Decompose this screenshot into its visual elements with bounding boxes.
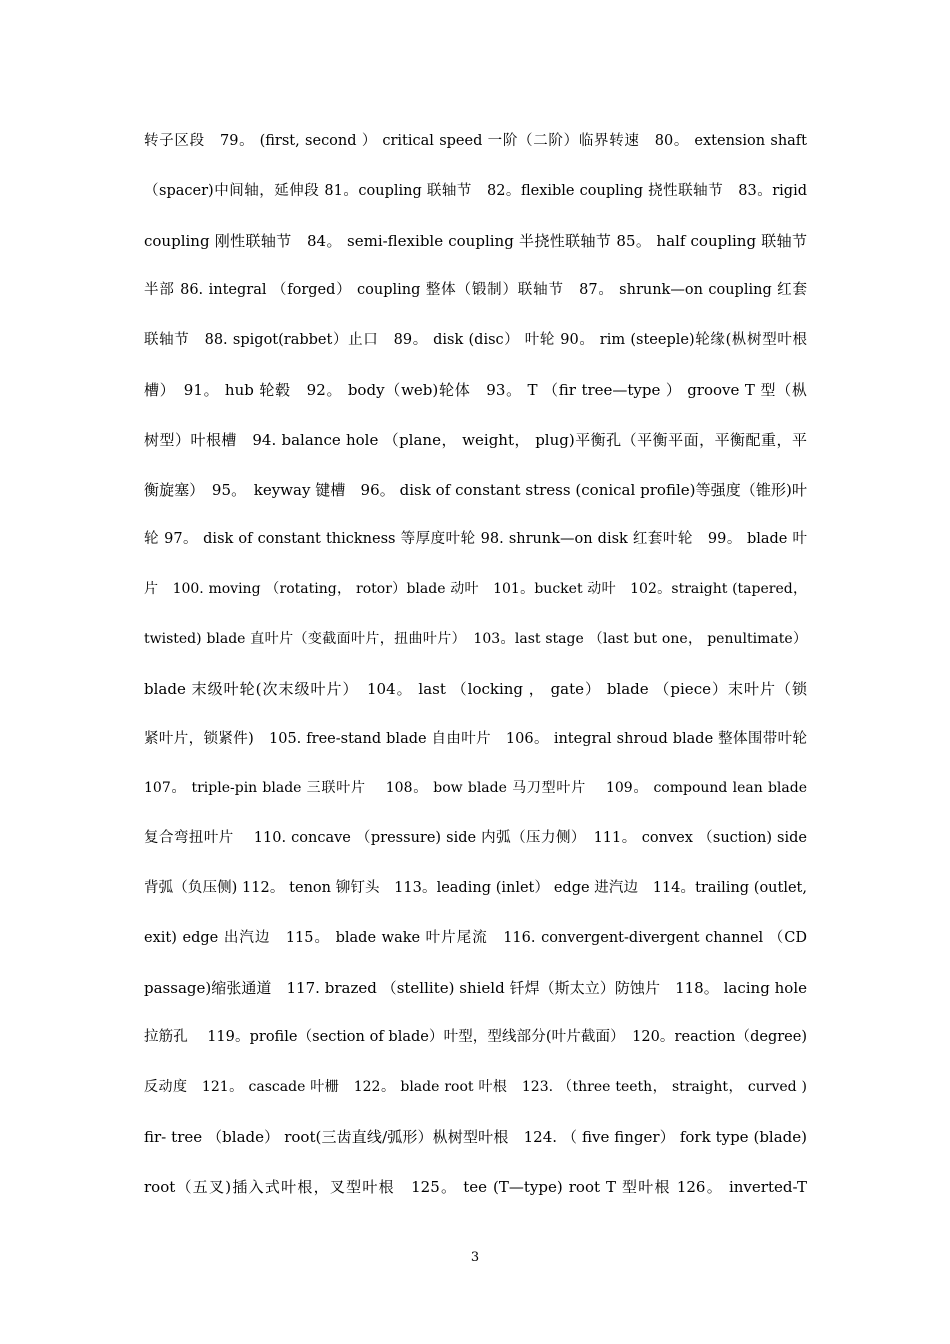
text-line: 树型）叶根槽 94. balance hole （plane， weight， plug)平衡孔（平衡平面，平衡配重，平: [144, 430, 807, 449]
text-line: passage)缩张通道 117. brazed （stellite) shield 钎焊（斯太立）防蚀片 118。 lacing hole: [144, 978, 807, 997]
text-line: 背弧（负压侧) 112。 tenon 铆钉头 113。leading (inlet） edge 进汽边 114。trailing (outlet,: [144, 879, 807, 896]
text-line: exit) edge 出汽边 115。 blade wake 叶片尾流 116. convergent-divergent channel （CD: [144, 929, 807, 946]
text-line: 槽） 91。 hub 轮毂 92。 body（web)轮体 93。 T （fir tree—type ） groove T 型（枞: [144, 380, 807, 399]
text-line: （spacer)中间轴，延伸段 81。coupling 联轴节 82。flexible coupling 挠性联轴节 83。rigid: [144, 182, 807, 199]
page-number: 3: [470, 1250, 480, 1265]
text-line: twisted) blade 直叶片（变截面叶片，扭曲叶片） 103。last stage （last but one， penultimate）: [144, 630, 807, 647]
text-line: 紧叶片，锁紧件) 105. free-stand blade 自由叶片 106。 integral shroud blade 整体围带叶轮: [144, 730, 807, 747]
text-line: 反动度 121。 cascade 叶栅 122。 blade root 叶根 123. （three teeth， straight， curved ): [144, 1079, 807, 1096]
glossary-text: [144, 123, 807, 1219]
text-line: 复合弯扭叶片 110. concave （pressure) side 内弧（压力侧） 111。 convex （suction) side: [144, 830, 807, 847]
text-line: 拉筋孔 119。profile（section of blade）叶型，型线部分(叶片截面） 120。reaction（degree): [144, 1029, 807, 1046]
text-line: 轮 97。 disk of constant thickness 等厚度叶轮 98. shrunk—on disk 红套叶轮 99。 blade 叶: [144, 531, 807, 548]
text-line: 107。 triple-pin blade 三联叶片 108。 bow blade 马刀型叶片 109。 compound lean blade: [144, 780, 807, 797]
text-line: 转子区段 79。 (first, second ） critical speed 一阶（二阶）临界转速 80。 extension shaft: [144, 133, 807, 149]
text-line: 联轴节 88. spigot(rabbet）止口 89。 disk (disc） 叶轮 90。 rim (steeple)轮缘(枞树型叶根: [144, 332, 807, 349]
text-line: fir- tree （blade） root(三齿直线/弧形）枞树型叶根 124. （ five finger） fork type (blade): [144, 1127, 807, 1146]
text-line: coupling 刚性联轴节 84。 semi-flexible coupling 半挠性联轴节 85。 half coupling 联轴节: [144, 231, 807, 250]
text-line: 衡旋塞） 95。 keyway 键槽 96。 disk of constant stress (conical profile)等强度（锥形)叶: [144, 480, 807, 499]
text-line: root（五叉)插入式叶根，叉型叶根 125。 tee (T—type) root T 型叶根 126。 inverted-T: [144, 1177, 807, 1196]
text-line: blade 末级叶轮(次末级叶片） 104。 last （locking ， gate） blade （piece）末叶片（锁: [144, 679, 807, 698]
text-line: 片 100. moving （rotating， rotor）blade 动叶 101。bucket 动叶 102。straight (tapered，: [144, 581, 807, 598]
text-line: 半部 86. integral （forged） coupling 整体（锻制）联轴节 87。 shrunk—on coupling 红套: [144, 282, 807, 299]
